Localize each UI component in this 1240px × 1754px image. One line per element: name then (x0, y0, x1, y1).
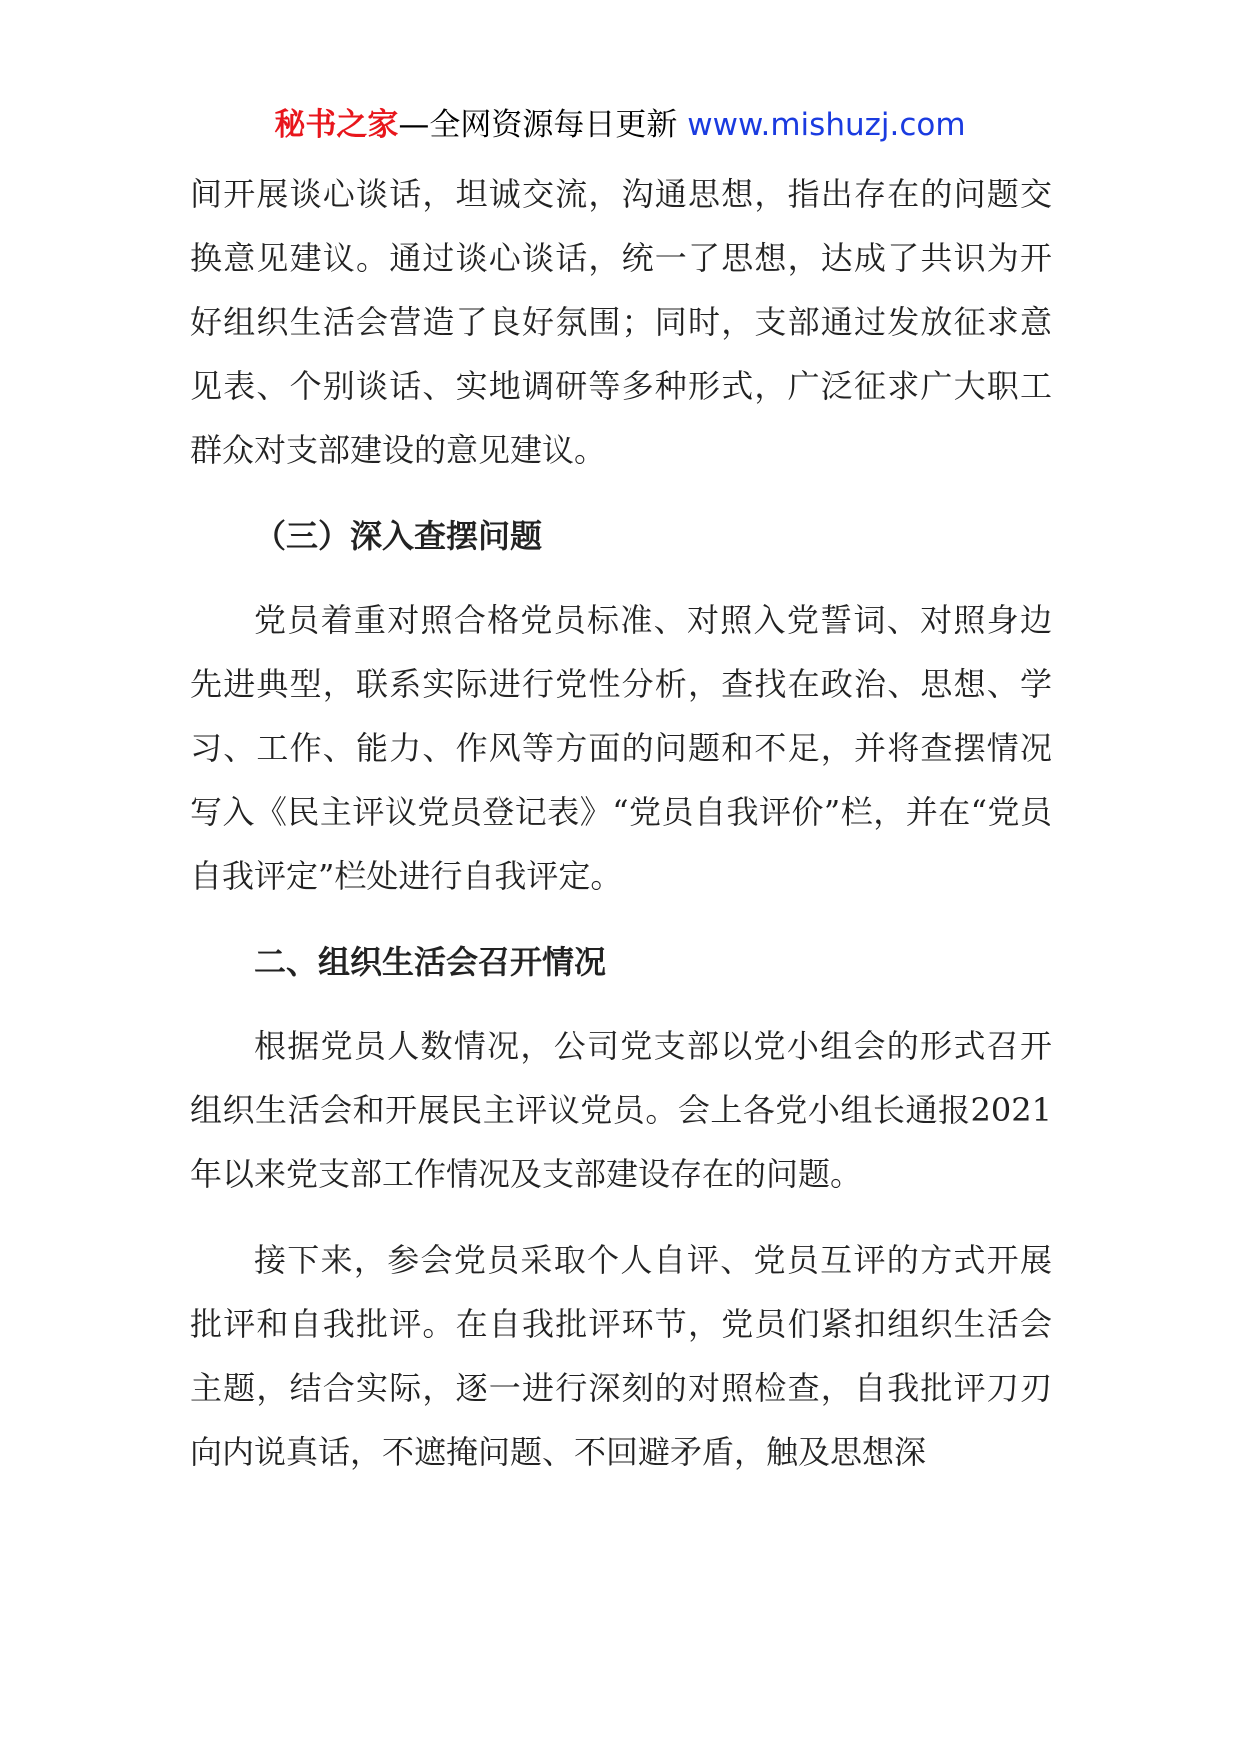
paragraph-self-check: 党员着重对照合格党员标准、对照入党誓词、对照身边先进典型，联系实际进行党性分析，查找在政治、思想、学习、工作、能力、作风等方面的问题和不足，并将查摆情况写入《民主评议党员登记表》“党员自我评价”栏，并在“党员自我评定”栏处进行自我评定。 (190, 601, 1052, 895)
paragraph-criticism: 接下来，参会党员采取个人自评、党员互评的方式开展批评和自我批评。在自我批评环节，党员们紧扣组织生活会主题，结合实际，逐一进行深刻的对照检查，自我批评刀刃向内说真话，不遮掩问题、不回避矛盾，触及思想深 (190, 1241, 1052, 1471)
site-url-link[interactable]: www.mishuzj.com (687, 107, 966, 143)
section-heading-find-problems: （三）深入查摆问题 (254, 517, 543, 555)
paragraph-talks: 间开展谈心谈话，坦诚交流，沟通思想，指出存在的问题交换意见建议。通过谈心谈话，统一了思想，达成了共识为开好组织生活会营造了良好氛围；同时，支部通过发放征求意见表、个别谈话、实地调研等多种形式，广泛征求广大职工群众对支部建设的意见建议。 (190, 175, 1052, 469)
site-brand: 秘书之家 (274, 107, 399, 143)
section-heading-meeting: 二、组织生活会召开情况 (254, 943, 607, 981)
site-slogan: —全网资源每日更新 (398, 107, 678, 143)
site-header (0, 100, 1240, 150)
paragraph-meeting-form: 根据党员人数情况，公司党支部以党小组会的形式召开组织生活会和开展民主评议党员。会上各党小组长通报2021年以来党支部工作情况及支部建设存在的问题。 (190, 1027, 1052, 1193)
document-body (190, 162, 1052, 1484)
